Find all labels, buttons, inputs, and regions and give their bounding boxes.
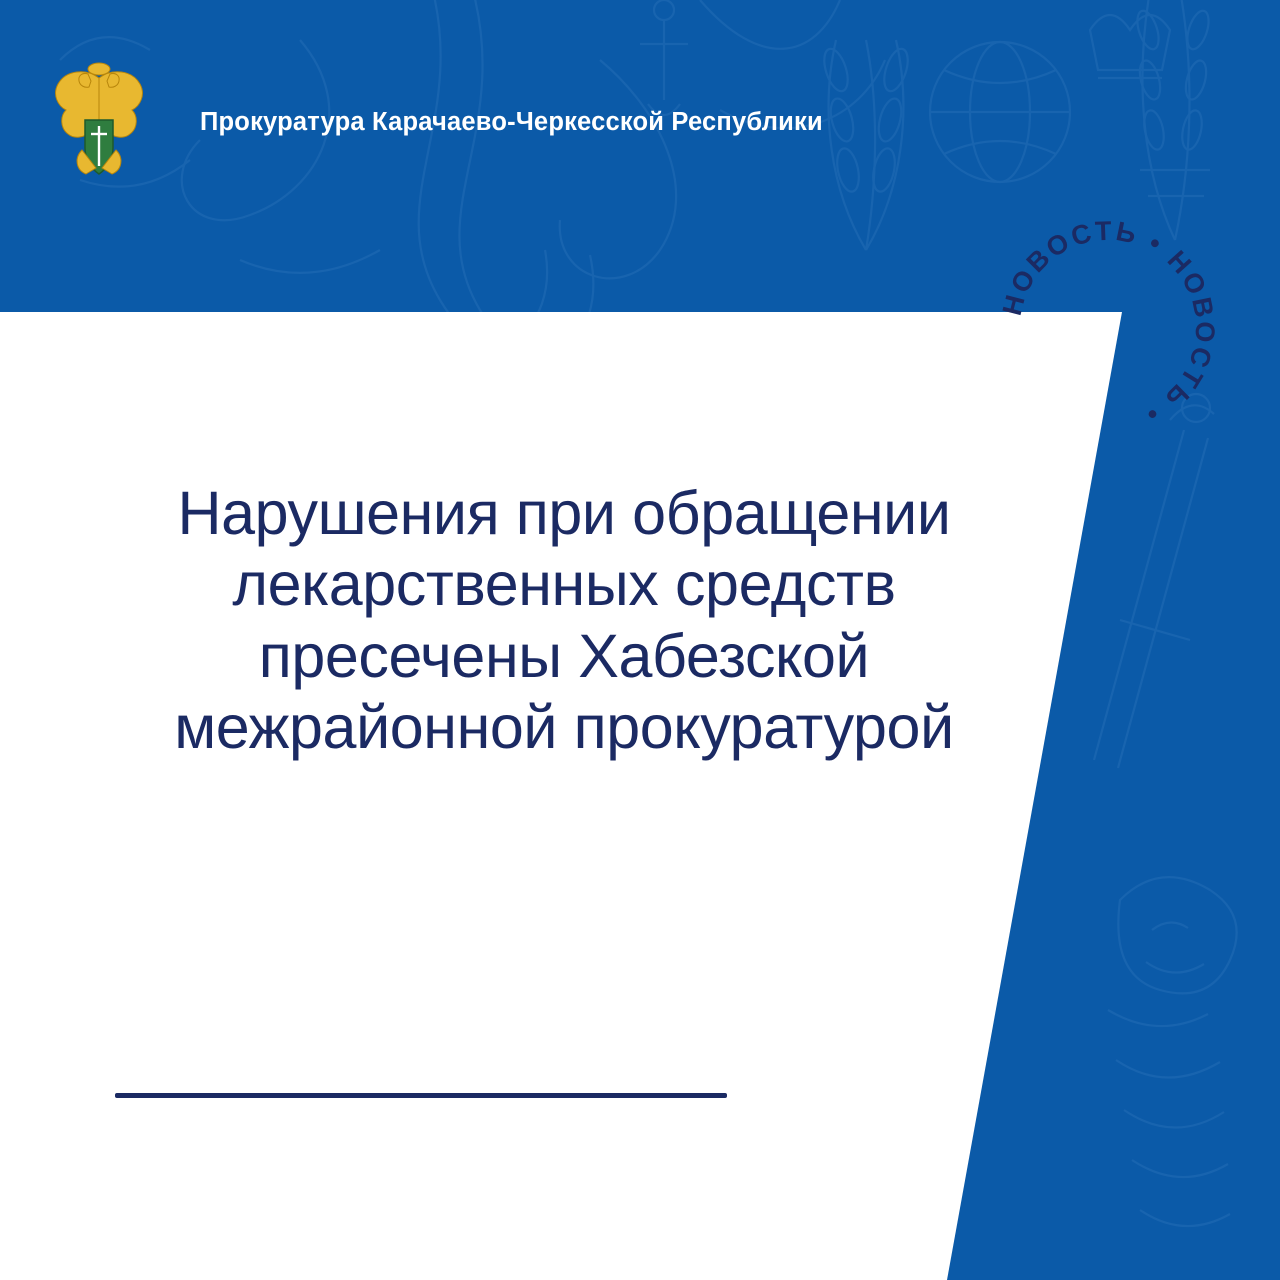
news-stamp (990, 210, 1226, 446)
title-divider (115, 1093, 727, 1098)
organization-title: Прокуратура Карачаево-Черкесской Республики (200, 108, 823, 136)
russian-prosecutor-emblem-icon (52, 62, 146, 180)
content-panel (0, 312, 1130, 1280)
svg-text:НОВОСТЬ • НОВОСТЬ •: НОВОСТЬ • НОВОСТЬ • (996, 215, 1221, 432)
page-title: Нарушения при обращении лекарственных средств пресечены Хабезской межрайонной прокуратурой (174, 479, 954, 762)
